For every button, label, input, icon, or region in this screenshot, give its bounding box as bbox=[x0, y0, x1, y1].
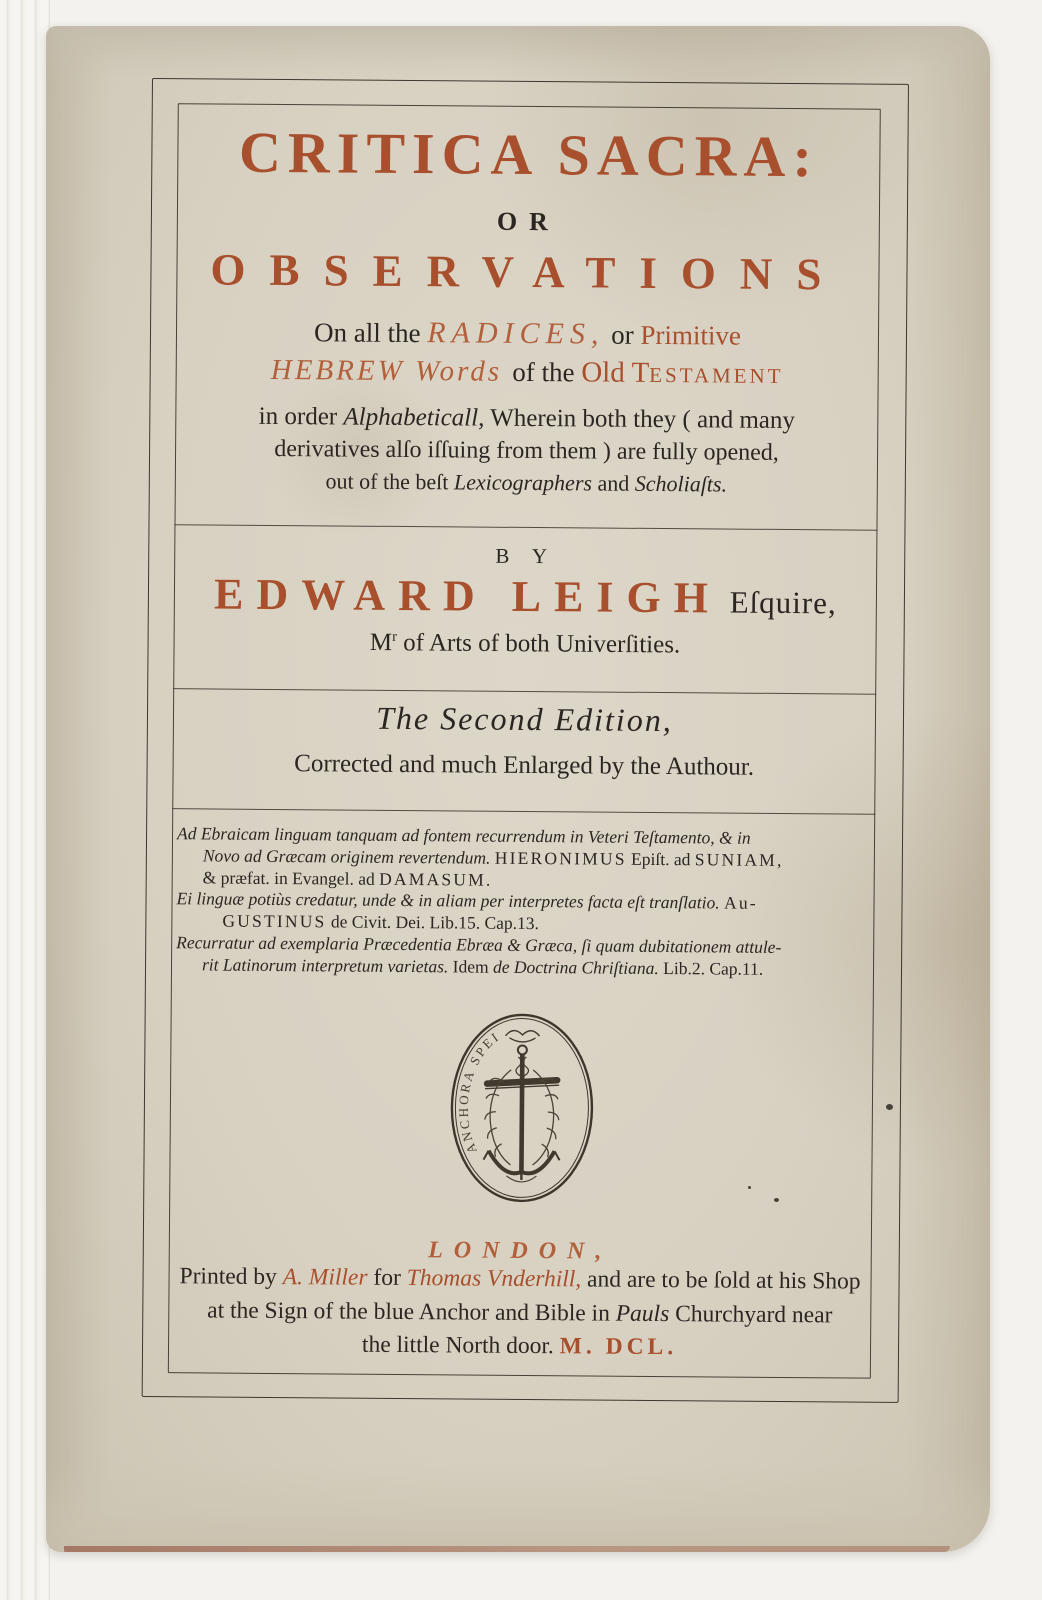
estament-caps: ESTAMENT bbox=[649, 362, 784, 388]
or-label: OR bbox=[496, 206, 560, 237]
quote-line: Novo ad Græcam originem revertendum. HIERONIMUS Epiſt. ad SUNIAM, bbox=[202, 845, 784, 870]
ink-speck bbox=[774, 1198, 779, 1202]
device-motto: ANCHORA SPEI bbox=[455, 1028, 503, 1156]
anchor-emblem-icon bbox=[446, 1009, 598, 1206]
anchor-icon bbox=[483, 1030, 560, 1180]
quote-line: GUSTINUS de Civit. Dei. Lib.15. Cap.13. bbox=[222, 910, 540, 934]
scholiasts-word: Scholiaſts. bbox=[634, 470, 728, 497]
pauls-word: Pauls bbox=[615, 1300, 670, 1328]
printer-name: A. Miller bbox=[282, 1264, 368, 1291]
degree-line: $M^r$ of Arts of both Univerſities. bbox=[369, 628, 681, 659]
radices-pre: On all the bbox=[313, 317, 428, 349]
description-line-3: out of the beſt Lexicographers and Scholiaſts. bbox=[325, 468, 728, 497]
svg-text:ANCHORA SPEI bbox=[455, 1028, 502, 1156]
hebrew-line bbox=[177, 353, 878, 392]
primitive-word: Primitive bbox=[640, 319, 742, 351]
hebrew-word: HEBREW bbox=[270, 353, 405, 387]
suniam-caps: SUNIAM, bbox=[694, 849, 784, 870]
author-line bbox=[175, 568, 876, 625]
main-title-text: CRITICA SACRA: bbox=[238, 119, 820, 190]
radices-word: RADICES, bbox=[427, 316, 605, 351]
edition-title: The Second Edition, bbox=[376, 699, 673, 739]
quote-line: Recurratur ad exemplaria Præcedentia Ebræa & Græca, ſi quam dubitationem attule- bbox=[176, 932, 782, 957]
page-title bbox=[178, 118, 880, 191]
description-line-2: derivatives alſo iſſuing from them ) are fully opened, bbox=[274, 435, 779, 466]
separator-rule-1 bbox=[174, 524, 877, 531]
superscript-r: r bbox=[392, 628, 398, 645]
by-label: B Y bbox=[495, 543, 557, 569]
subtitle-observations: OBSERVATIONS bbox=[210, 244, 846, 300]
border-frame-outer bbox=[142, 78, 909, 1403]
quote-line: Ei linguæ potiùs credatur, unde & in aliam per interpretes facta eſt tranſlatio. Au- bbox=[176, 888, 758, 914]
publication-date: M. DCL. bbox=[559, 1333, 678, 1361]
ink-speck bbox=[886, 1104, 893, 1110]
border-frame-inner bbox=[168, 103, 881, 1378]
imprint-line-1: Printed by A. Miller for Thomas Vnderhill, and are to be ſold at his Shop bbox=[179, 1263, 861, 1295]
of-the: of the bbox=[512, 356, 582, 388]
description-line-1: in order Alphabeticall, Wherein both they ( and many bbox=[258, 402, 796, 435]
hieronimus-caps: HIERONIMUS bbox=[494, 847, 627, 869]
quote-line: & præfat. in Evangel. ad DAMASUM. bbox=[202, 867, 493, 890]
ink-speck bbox=[748, 1186, 751, 1189]
augustinus-caps-end: GUSTINUS bbox=[222, 910, 327, 932]
words-word: Words bbox=[404, 354, 513, 388]
printers-device bbox=[170, 1007, 873, 1213]
quote-line: rit Latinorum interpretum varietas. Idem de Doctrina Chriſtiana. Lib.2. Cap.11. bbox=[201, 954, 764, 979]
publisher-name: Thomas Vnderhill, bbox=[406, 1265, 582, 1293]
esquire-word: Eſquire, bbox=[720, 584, 837, 621]
separator-rule-3 bbox=[172, 808, 875, 815]
imprint-line-2: at the Sign of the blue Anchor and Bible in Pauls Churchyard near bbox=[207, 1297, 833, 1329]
london-line: LONDON, bbox=[428, 1237, 613, 1265]
lexicographers-word: Lexicographers bbox=[453, 469, 593, 496]
damasum-caps: DAMASUM. bbox=[379, 868, 493, 890]
old-testament-word: Old T bbox=[581, 356, 650, 389]
imprint-line-3: the little North door. M. DCL. bbox=[361, 1331, 678, 1361]
augustinus-caps-start: Au- bbox=[723, 892, 758, 914]
separator-rule-2 bbox=[173, 688, 876, 695]
radices-line bbox=[177, 314, 878, 354]
radices-mid: or bbox=[604, 319, 641, 350]
author-name: EDWARD LEIGH bbox=[213, 569, 722, 623]
book-page-edges bbox=[0, 0, 50, 1600]
page-edge-stain bbox=[64, 1546, 950, 1552]
title-page bbox=[46, 26, 990, 1552]
edition-subtitle: Corrected and much Enlarged by the Authour. bbox=[294, 750, 755, 781]
alphabeticall-word: Alphabeticall, bbox=[343, 403, 485, 432]
latin-quotations bbox=[176, 823, 877, 981]
quote-line: Ad Ebraicam linguam tanquam ad fontem recurrendum in Veteri Teſtamento, & in bbox=[176, 823, 751, 848]
